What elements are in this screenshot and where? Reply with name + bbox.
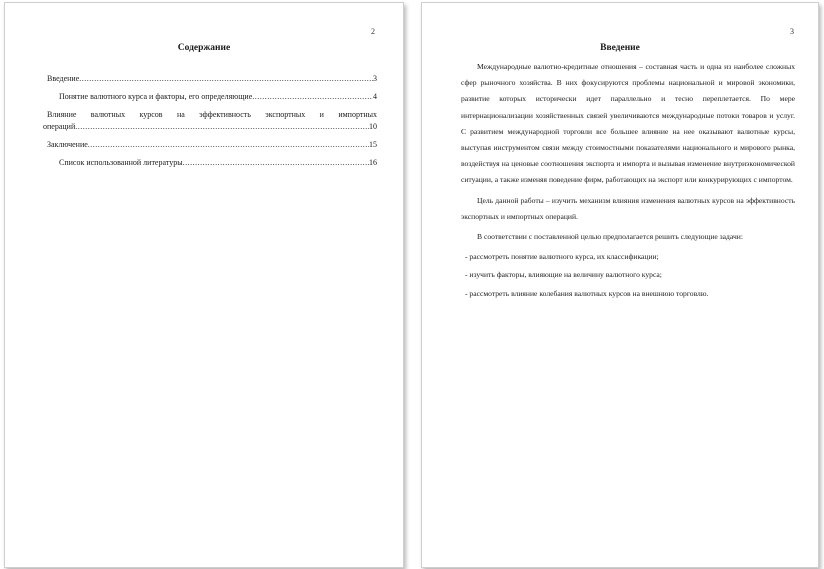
toc-entry-conclusion[interactable]: [43, 139, 377, 151]
toc-dot-leader: [75, 121, 369, 133]
toc-dot-leader: [252, 91, 373, 103]
toc-dot-leader: [79, 73, 373, 85]
page-2-contents: [4, 2, 404, 568]
toc-entry-title: операций: [43, 122, 76, 131]
toc-entry-page: 4: [373, 92, 377, 101]
toc-entry-page: 10: [369, 122, 377, 131]
toc-dot-leader: [183, 157, 369, 169]
toc-entry-bibliography[interactable]: [43, 157, 377, 169]
page-number: 2: [371, 27, 375, 36]
toc-entry-page: 3: [373, 74, 377, 83]
toc-entry-title: Заключение: [47, 140, 88, 149]
paragraph: В соответствии с поставленной целью предполагается решить следующие задачи:: [477, 232, 743, 242]
toc-entry-introduction[interactable]: [43, 73, 377, 85]
paragraph: Международные валютно-кредитные отношения – составная часть и одна из наиболее сложных сфер рыночного хозяйства. В них фокусируются проблемы национальной и мировой экономики, развитие которых исторически идет параллельно и тесно переплетается. По мере интернационализации хозяйственных связей увеличиваются международные потоки товаров и услуг. С развитием международной торговли все большее влияние на нее оказывают валютные курсы, выступая инструментом связи между стоимостными показателями национального и мирового рынка, воздействуя на ценовые соотношения экспорта и импорта и вызывая изменение внутриэкономической ситуации, а также изменяя поведение фирм, работающих на экспорт или конкурирующих с импортом.: [461, 62, 795, 185]
introduction-heading: Введение: [600, 43, 640, 53]
page-number: 3: [790, 27, 794, 36]
toc-dot-leader: [88, 139, 369, 151]
toc-entry-exchange-rate-influence[interactable]: [43, 109, 377, 133]
contents-heading: Содержание: [177, 43, 231, 53]
paragraph: Цель данной работы – изучить механизм влияния изменения валютных курсов на эффективность экспортных и импортных операций.: [461, 195, 795, 221]
page-3-introduction: [421, 2, 819, 568]
toc-entry-page: 16: [369, 158, 377, 167]
task-list-item: - рассмотреть влияние колебания валютных курсов на внешнюю торговлю.: [465, 288, 709, 298]
toc-entry-title: Введение: [47, 74, 80, 83]
task-list-item: - рассмотреть понятие валютного курса, их классификации;: [465, 252, 659, 262]
toc-entry-exchange-rate-concept[interactable]: [43, 91, 377, 103]
table-of-contents: [43, 73, 377, 175]
introduction-body: [461, 59, 795, 304]
toc-entry-page: 15: [369, 140, 377, 149]
toc-entry-title: Понятие валютного курса и факторы, его определяющие: [59, 92, 253, 101]
toc-entry-title-line1: Влияние валютных курсов на эффективность экспортных и импортных: [47, 110, 377, 119]
toc-entry-title: Список использованной литературы: [59, 158, 183, 167]
task-list-item: - изучить факторы, влияющие на величину валютного курса;: [465, 270, 662, 280]
